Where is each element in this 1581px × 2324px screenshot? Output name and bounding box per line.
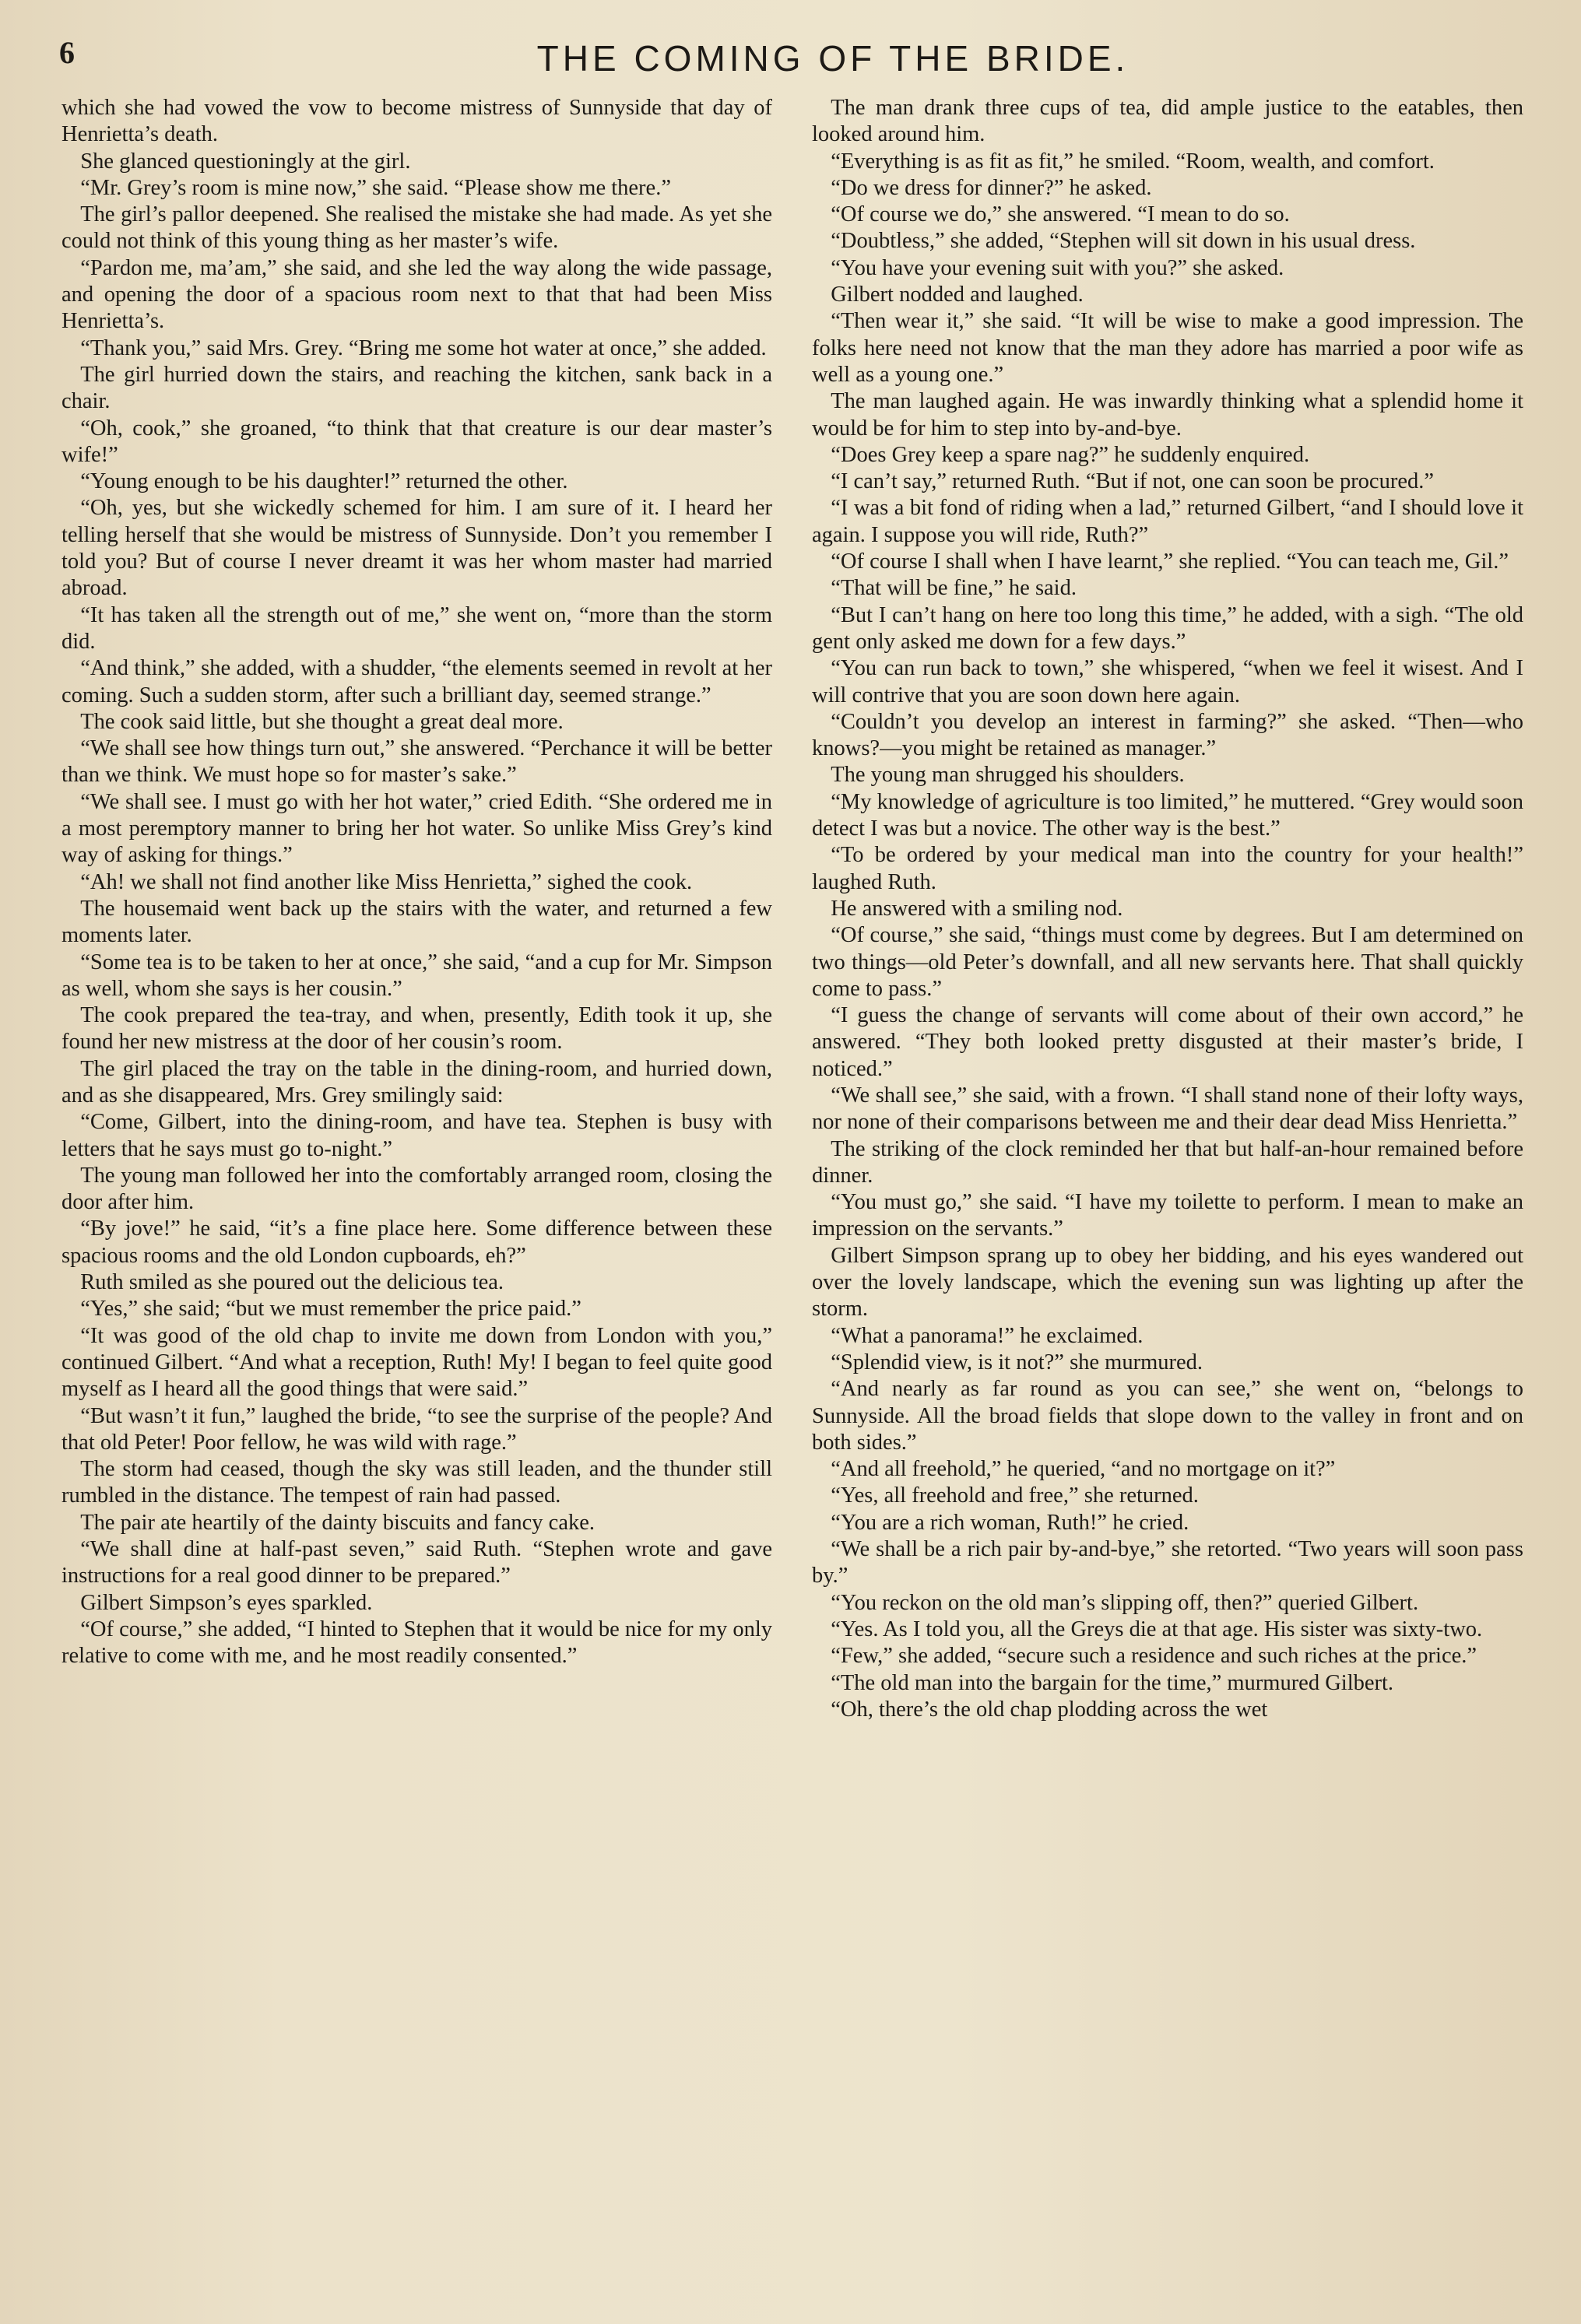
paragraph: “Yes,” she said; “but we must remember the price paid.” — [80, 1297, 581, 1322]
paragraph: “Does Grey keep a spare nag?” he suddenly enquired. — [831, 442, 1310, 467]
paragraph: “Do we dress for dinner?” he asked. — [831, 175, 1152, 200]
paragraph: The pair ate heartily of the dainty biscuits and fancy cake. — [80, 1510, 595, 1535]
paragraph: “Yes. As I told you, all the Greys die at that age. His sister was sixty-two. — [831, 1617, 1483, 1641]
paragraph: “By jove!” he said, “it’s a fine place here. Some difference between these spacious rooms and the old London cupboards, eh?” — [61, 1216, 772, 1268]
paragraph: He answered with a smiling nod. — [831, 896, 1123, 921]
paragraph: “Doubtless,” she added, “Stephen will sit down in his usual dress. — [831, 229, 1416, 254]
page-number: 6 — [59, 35, 75, 70]
paragraph: “Then wear it,” she said. “It will be wise to make a good impression. The folks here need not know that the man they adore has married a poor wife as well as a young one.” — [812, 309, 1523, 387]
paragraph: “Ah! we shall not find another like Miss Henrietta,” sighed the cook. — [80, 869, 693, 894]
paragraph: The cook prepared the tea-tray, and when, presently, Edith took it up, she found her new mistress at the door of her cousin’s room. — [61, 1003, 772, 1055]
paragraph: “But wasn’t it fun,” laughed the bride, “to see the surprise of the people? And that old Peter! Poor fellow, he was wild with rage.” — [61, 1403, 772, 1455]
paragraph: “Oh, cook,” she groaned, “to think that that creature is our dear master’s wife!” — [61, 416, 772, 467]
paragraph: “Come, Gilbert, into the dining-room, and have tea. Stephen is busy with letters that he says must go to-night.” — [61, 1110, 772, 1161]
paragraph: The young man shrugged his shoulders. — [831, 763, 1185, 788]
running-head-title: THE COMING OF THE BRIDE. — [536, 38, 1130, 79]
paragraph: “My knowledge of agriculture is too limited,” he muttered. “Grey would soon detect I was but a novice. The other way is the best.” — [812, 789, 1523, 841]
paragraph: The man drank three cups of tea, did ample justice to the eatables, then looked around him. — [812, 96, 1523, 147]
paragraph: “It was good of the old chap to invite me down from London with you,” continued Gilbert. “And what a reception, Ruth! My! I began to feel quite good myself as I heard all the good things that were said.” — [61, 1323, 772, 1402]
paragraph: The cook said little, but she thought a great deal more. — [80, 709, 564, 734]
paragraph: “It has taken all the strength out of me,” she went on, “more than the storm did. — [61, 602, 772, 654]
paragraph: The girl placed the tray on the table in the dining-room, and hurried down, and as she disappeared, Mrs. Grey smilingly said: — [61, 1056, 772, 1108]
paragraph: “Mr. Grey’s room is mine now,” she said. “Please show me there.” — [80, 175, 671, 200]
paragraph: “I can’t say,” returned Ruth. “But if not, one can soon be procured.” — [831, 469, 1434, 494]
paragraph: “To be ordered by your medical man into the country for your health!” laughed Ruth. — [812, 843, 1523, 894]
paragraph: “I was a bit fond of riding when a lad,” returned Gilbert, “and I should love it again. I suppose you will ride, Ruth?” — [812, 496, 1523, 547]
paragraph: “Few,” she added, “secure such a residence and such riches at the price.” — [831, 1644, 1477, 1669]
paragraph: “And think,” she added, with a shudder, “the elements seemed in revolt at her coming. Such a sudden storm, after such a brilliant day, seemed strange.” — [61, 656, 772, 707]
paragraph: The girl hurried down the stairs, and reaching the kitchen, sank back in a chair. — [61, 362, 772, 414]
paragraph: “We shall see. I must go with her hot water,” cried Edith. “She ordered me in a most peremptory manner to bring her hot water. So unlike Miss Grey’s kind way of asking for things.” — [61, 789, 772, 868]
paragraph: “You have your evening suit with you?” she asked. — [831, 255, 1284, 280]
paragraph: “Oh, there’s the old chap plodding across the wet — [831, 1697, 1268, 1722]
paragraph: “Splendid view, is it not?” she murmured. — [831, 1350, 1203, 1374]
paragraph: “And all freehold,” he queried, “and no mortgage on it?” — [831, 1457, 1336, 1482]
paragraph: “You are a rich woman, Ruth!” he cried. — [831, 1510, 1189, 1535]
paragraph: Gilbert nodded and laughed. — [831, 283, 1084, 307]
paragraph: The housemaid went back up the stairs with the water, and returned a few moments later. — [61, 896, 772, 948]
paragraph: “The old man into the bargain for the time,” murmured Gilbert. — [831, 1670, 1394, 1695]
paragraph: “Everything is as fit as fit,” he smiled. “Room, wealth, and comfort. — [831, 149, 1435, 174]
paragraph: “But I can’t hang on here too long this time,” he added, with a sigh. “The old gent only asked me down for a few days.” — [812, 602, 1523, 654]
paragraph: “Of course we do,” she answered. “I mean to do so. — [831, 202, 1290, 227]
paragraph: Ruth smiled as she poured out the delicious tea. — [80, 1270, 504, 1295]
paragraph: “Of course,” she said, “things must come by degrees. But I am determined on two things—old Peter’s downfall, and all new servants here. That shall quickly come to pass.” — [812, 923, 1523, 1001]
paragraph: “Couldn’t you develop an interest in farming?” she asked. “Then—who knows?—you might be retained as manager.” — [812, 709, 1523, 761]
paragraph: Gilbert Simpson’s eyes sparkled. — [80, 1590, 373, 1615]
paragraph: The girl’s pallor deepened. She realised the mistake she had made. As yet she could not think of this young thing as her master’s wife. — [61, 202, 772, 254]
paragraph: “You reckon on the old man’s slipping off, then?” queried Gilbert. — [831, 1590, 1419, 1615]
paragraph: “And nearly as far round as you can see,” she went on, “belongs to Sunnyside. All the broad fields that slope down to the valley in front and on both sides.” — [812, 1377, 1523, 1455]
paragraph: “Yes, all freehold and free,” she returned. — [831, 1483, 1199, 1508]
paragraph: “Of course,” she added, “I hinted to Stephen that it would be nice for my only relative to come with me, and he most readily consented.” — [61, 1617, 773, 1669]
paragraph: “I guess the change of servants will come about of their own accord,” he answered. “They both looked pretty disgusted at their master’s bride, I noticed.” — [812, 1003, 1523, 1081]
paragraph: “What a panorama!” he exclaimed. — [831, 1323, 1144, 1348]
paragraph: “Pardon me, ma’am,” she said, and she led the way along the wide passage, and opening the door of a spacious room next to that that had been Miss Henrietta’s. — [61, 255, 772, 334]
paragraph: The man laughed again. He was inwardly thinking what a splendid home it would be for him to step into by-and-bye. — [812, 389, 1523, 441]
paragraph: “Young enough to be his daughter!” returned the other. — [80, 469, 568, 494]
paragraph: “We shall see,” she said, with a frown. “I shall stand none of their lofty ways, nor none of their comparisons between me and their dear dead Miss Henrietta.” — [812, 1083, 1523, 1135]
paragraph: which she had vowed the vow to become mistress of Sunnyside that day of Henrietta’s death. — [61, 96, 772, 147]
paragraph: “We shall see how things turn out,” she answered. “Perchance it will be better than we think. We must hope so for master’s sake.” — [61, 736, 772, 788]
paragraph: “Thank you,” said Mrs. Grey. “Bring me some hot water at once,” she added. — [80, 335, 767, 360]
paragraph: “Of course I shall when I have learnt,” she replied. “You can teach me, Gil.” — [831, 549, 1509, 574]
left-column — [61, 95, 772, 1670]
paragraph: Gilbert Simpson sprang up to obey her bidding, and his eyes wandered out over the lovely landscape, which the evening sun was lighting up after the storm. — [812, 1243, 1523, 1322]
paragraph: The young man followed her into the comfortably arranged room, closing the door after him. — [61, 1163, 772, 1215]
paragraph: She glanced questioningly at the girl. — [80, 149, 411, 174]
paragraph: The storm had ceased, though the sky was still leaden, and the thunder still rumbled in the distance. The tempest of rain had passed. — [61, 1457, 772, 1508]
right-column — [812, 95, 1523, 1723]
paragraph: “Some tea is to be taken to her at once,” she said, “and a cup for Mr. Simpson as well, whom she says is her cousin.” — [61, 950, 772, 1001]
paragraph: “That will be fine,” he said. — [831, 576, 1077, 601]
paragraph: The striking of the clock reminded her that but half-an-hour remained before dinner. — [812, 1136, 1523, 1188]
paragraph: “You must go,” she said. “I have my toilette to perform. I mean to make an impression on the servants.” — [812, 1190, 1523, 1241]
paragraph: “You can run back to town,” she whispered, “when we feel it wisest. And I will contrive that you are soon down here again. — [812, 656, 1523, 707]
paragraph: “We shall dine at half-past seven,” said Ruth. “Stephen wrote and gave instructions for a real good dinner to be prepared.” — [61, 1537, 772, 1589]
paragraph: “We shall be a rich pair by-and-bye,” she retorted. “Two years will soon pass by.” — [812, 1537, 1523, 1589]
paragraph: “Oh, yes, but she wickedly schemed for him. I am sure of it. I heard her telling herself that she would be mistress of Sunnyside. Don’t you remember I told you? But of course I never dreamt it was her whom master had married abroad. — [61, 496, 772, 601]
